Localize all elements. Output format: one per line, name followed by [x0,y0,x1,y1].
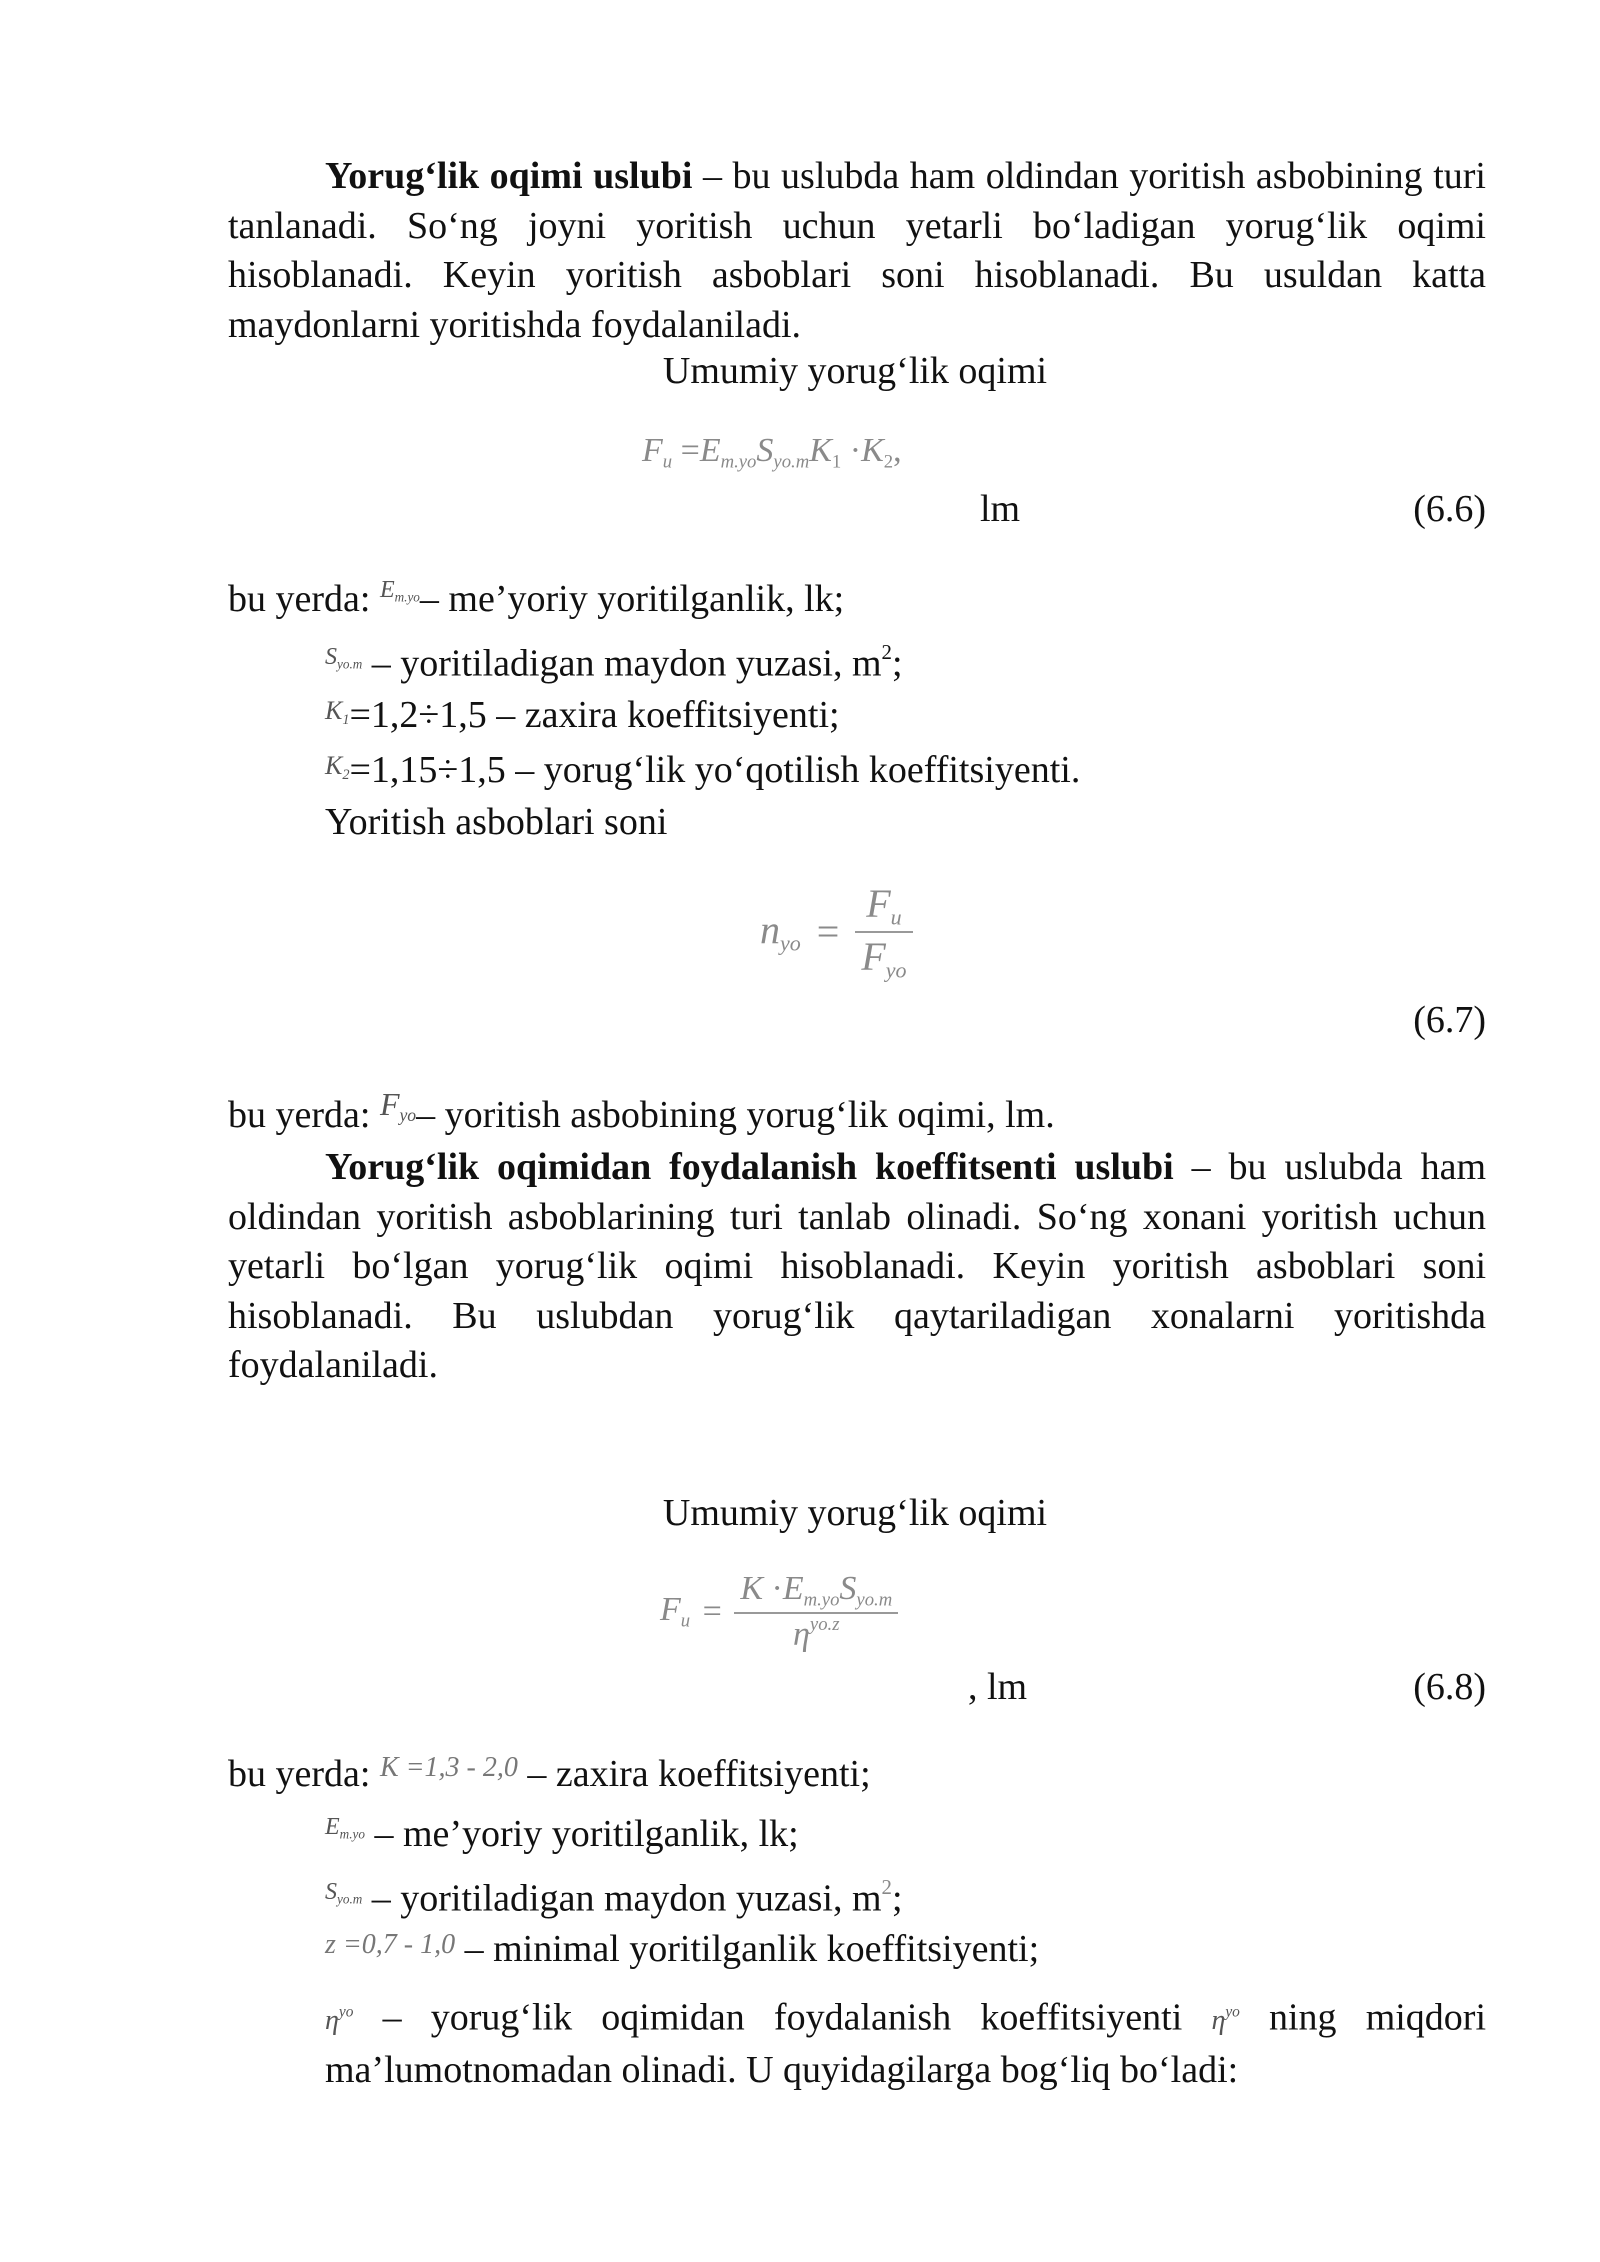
definition-z: $^{z =0,7 - 1,0}$ – minimal yoritilganlik koeffitsiyenti; [325,1928,1040,1970]
formula-6-8-unit: , lm [968,1666,1028,1708]
definition-k-reserve: bu yerda: $^{K =1,3 - 2,0}$ – zaxira koeffitsiyenti; [228,1752,871,1795]
paragraph-body: – bu uslubda ham oldindan yoritish asbobining turi tanlanadi. So‘ng joyni yoritish uchun yetarli bo‘ladigan yorug‘lik oqimi hisoblanadi. Keyin yoritish asboblari soni hisoblanadi. Bu usuldan katta maydonlarni yoritishda foydalaniladi. [228,155,1486,346]
symbol-k-range: K =1,3 - 2,0 [379,1752,518,1783]
symbol-k1: K1 [325,696,350,728]
equation-number-6-7: (6.7) [1413,999,1486,1041]
equation-number-6-8: (6.8) [1413,1666,1486,1708]
formula-6-6-unit: lm [980,488,1021,530]
formula-6-8: $F_u$ = $\frac{K \cdot E_{m.yo}S_{yo.m}}{\eta^{yo.z}}$ [660,1570,898,1653]
fraction-flux-formula: $\frac{K \cdot E_{m.yo}S_{yo.m}}{\eta^{yo.z}}$ [734,1570,898,1653]
definition-e-norm-2: $^{E_{m.yo}}$ – me’yoriy yoritilganlik, lk; [325,1813,799,1855]
paragraph-heading: Yorug‘lik oqimi uslubi [325,155,693,197]
definition-s-area: $^{S_{yo.m}}$ – yoritiladigan maydon yuzasi, $m^2$; [325,640,903,685]
symbol-s-yom: Syo.m [325,643,363,672]
paragraph-heading: Yorug‘lik oqimidan foydalanish koeffitsenti uslubi [325,1146,1174,1188]
symbol-e-myo: Em.yo [325,1814,365,1842]
paragraph-light-flux-method [228,152,1486,350]
symbol-f-yo: Fyo [379,1086,417,1126]
symbol-e-myo: Em.yo [379,577,420,605]
definition-e-norm: bu yerda: $^{E_{m.yo}}$– me’yoriy yoritilganlik, lk; [228,577,845,620]
heading-total-flux-1: Umumiy yorug‘lik oqimi [662,350,1048,392]
symbol-eta-yo: $\eta^{yo}$ [325,2004,354,2037]
heading-fixture-count: Yoritish asboblari soni [325,801,668,843]
equation-number-6-6: (6.6) [1413,488,1486,530]
paragraph-utilization-method [228,1143,1486,1391]
paragraph-body: – bu uslubda ham oldindan yoritish asboblarining turi tanlab olinadi. So‘ng xonani yoritish uchun yetarli bo‘lgan yorug‘lik oqimi hisoblanadi. Keyin yoritish asboblari soni hisoblanadi. Bu uslubdan yorug‘lik qaytariladigan xonalarni yoritishda foydalaniladi. [228,1146,1487,1386]
symbol-k2: K2 [325,751,350,783]
definition-k2: $^{K_2}$=1,15÷1,5 – yorug‘lik yo‘qotilish koeffitsiyenti. [325,749,1081,791]
fraction-fu-over-fyo: $\frac{F_u}{F_{yo}}$ [855,880,912,983]
formula-6-6: $F_u =E_{m.yo}S_{yo.m}K_1 \cdot K_2$, [642,432,902,473]
definition-f-fixture: bu yerda: $^{F_{yo}}$– yoritish asbobining yorug‘lik oqimi, lm. [228,1086,1055,1136]
definition-k1: $^{K_1}$=1,2÷1,5 – zaxira koeffitsiyenti; [325,694,840,736]
heading-total-flux-2: Umumiy yorug‘lik oqimi [662,1492,1048,1534]
symbol-s-yom: Syo.m [325,1878,363,1907]
symbol-eta-yo-inline: $\eta^{yo}$ [1211,2004,1240,2037]
definition-eta: $\eta^{yo}$ – yorug‘lik oqimidan foydalanish koeffitsiyenti $\eta^{yo}$ ning miqdori ma’lumotnomadan olinadi. U quyidagilarga bog‘liq bo‘ladi: [325,1996,1487,2091]
symbol-z-range: z =0,7 - 1,0 [325,1929,456,1960]
formula-6-7: $n_{yo}$ = $\frac{F_u}{F_{yo}}$ [760,880,913,983]
definition-s-area-2: $^{S_{yo.m}}$ – yoritiladigan maydon yuzasi, $m^2$; [325,1875,903,1920]
